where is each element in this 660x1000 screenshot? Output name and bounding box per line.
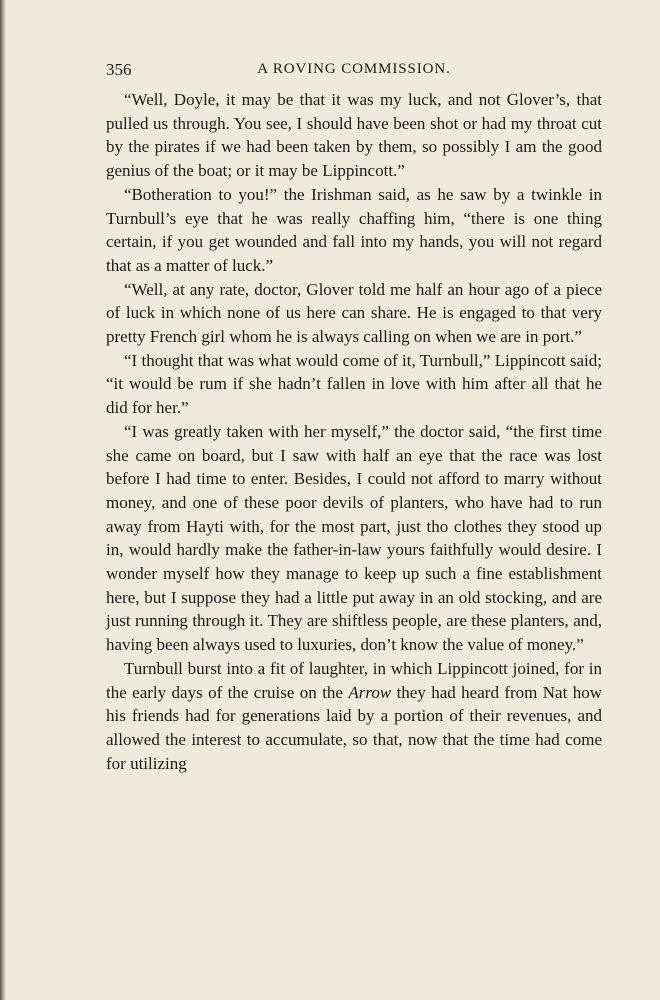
paragraph: “I thought that was what would come of it, Turnbull,” Lippincott said; “it would be rum if she hadn’t fallen in love with him after all that he did for her.” <box>106 350 602 418</box>
paragraph: “Well, Doyle, it may be that it was my luck, and not Glover’s, that pulled us through. You see, I should have been shot or had my throat cut by the pirates if we had been taken by them, so possibly I am the good genius of the boat; or it may be Lippincott.” <box>106 90 602 181</box>
paragraph-text: they had heard from Nat how his friends had for generations laid by a portion of their revenues, and allowed the interest to accumulate, so that, now that the time had come for utilizing <box>106 682 602 773</box>
ship-name: Arrow <box>348 682 392 702</box>
body-text <box>106 88 602 775</box>
page-header <box>106 60 602 82</box>
page-number: 356 <box>106 60 132 79</box>
paragraph: “Botheration to you!” the Irishman said, as he saw by a twinkle in Turnbull’s eye that he was really chaffing him, “there is one thing certain, if you get wounded and fall into my hands, you will not regard that as a matter of luck.” <box>106 184 602 275</box>
paragraph: “I was greatly taken with her myself,” the doctor said, “the first time she came on board, but I saw with half an eye that the race was lost before I had time to enter. Besides, I could not afford to marry without money, and one of these poor devils of planters, who have had to run away from Hayti with, for the most part, just tho clothes they stood up in, would hardly make the father-in-law yours faithfully would desire. I wonder myself how they manage to keep up such a fine establishment here, but I suppose they had a little put away in an old stocking, and are just running through it. They are shiftless people, are these planters, and, having been always used to luxuries, don’t know the value of money.” <box>106 421 602 655</box>
running-head: A ROVING COMMISSION. <box>257 61 451 77</box>
paragraph: “Well, at any rate, doctor, Glover told me half an hour ago of a piece of luck in which none of us here can share. He is engaged to that very pretty French girl whom he is always calling on when we are in port.” <box>106 279 602 347</box>
page-gutter-shadow <box>0 0 6 1000</box>
paragraph-text: Turnbull burst into a fit of laughter, in which Lippincott joined, for in the early days of the cruise on the <box>106 658 602 702</box>
paragraph-last <box>106 657 602 776</box>
